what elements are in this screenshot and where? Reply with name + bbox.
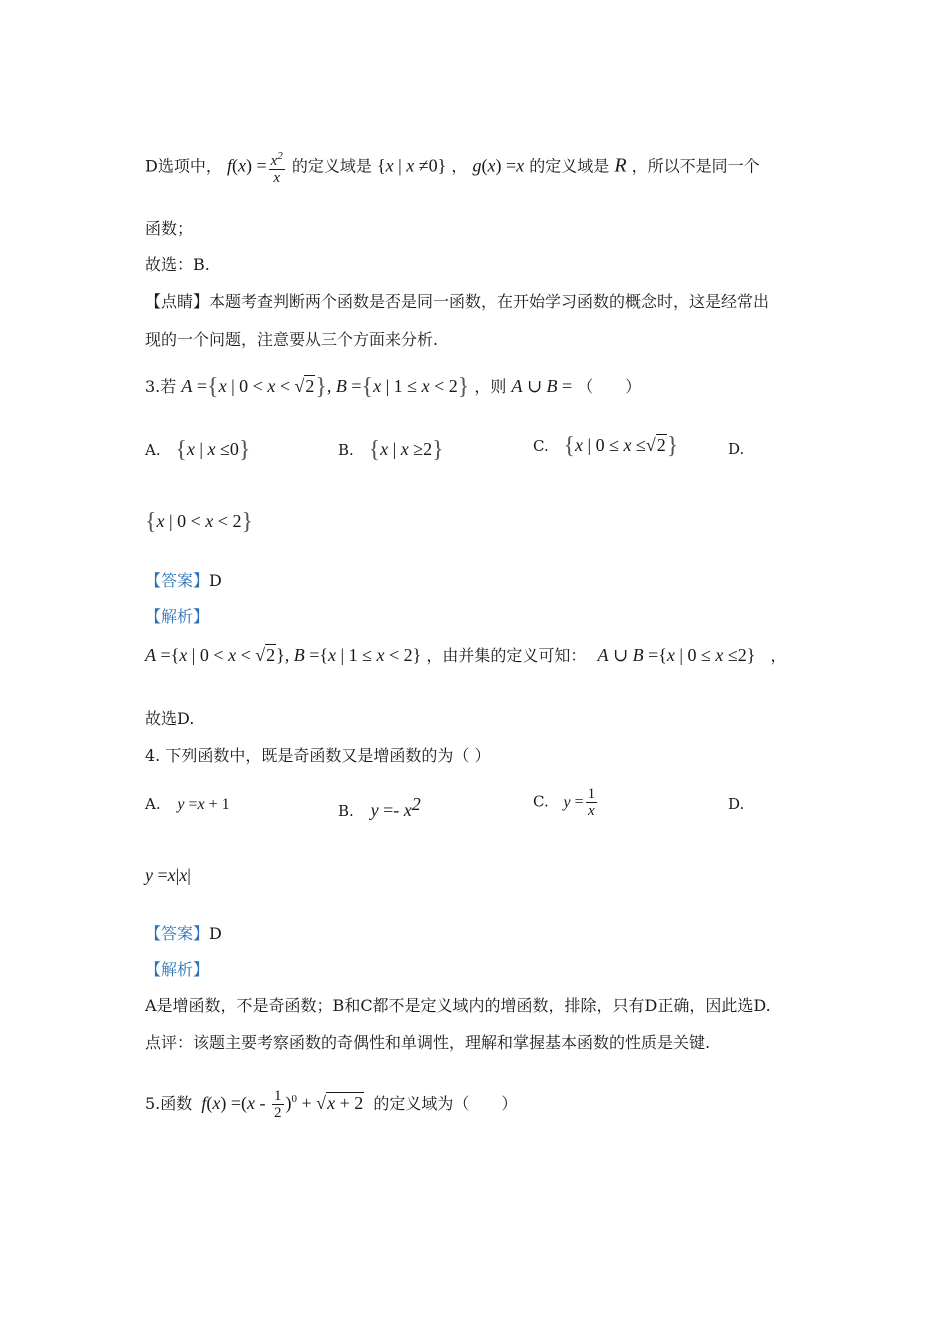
- question-4: 4. 下列函数中，既是奇函数又是增函数的为（ ）: [145, 746, 491, 765]
- analysis-tag-3: 【解析】: [145, 607, 210, 626]
- q4-option-d-label: D.: [728, 795, 745, 813]
- fraction-1-over-2: $\frac{1}{2}$: [274, 1088, 282, 1121]
- q3-option-d-content: {x | 0 < x < 2}: [145, 509, 253, 535]
- q4-option-c: C. y = $\frac{1}{x}$: [533, 786, 596, 819]
- answer-3: 【答案】D: [145, 571, 222, 590]
- question-3: 3.若 A ={x | 0 < x < √2}, B ={x | 1 ≤ x < 2} ，则 A ∪ B = （ ）: [145, 374, 642, 400]
- q3-option-d-label: D.: [728, 440, 745, 458]
- d-option-line: D选项中， f(x) = $\frac{x^2}{x}$ 的定义域是 {x | x ≠0} ， g(x) =x 的定义域是 R ，所以不是同一个: [145, 150, 760, 186]
- q4-option-a: A. y =x + 1: [145, 795, 230, 813]
- q3-option-b: B. {x | x ≥2}: [338, 437, 444, 463]
- answer-4: 【答案】D: [145, 924, 222, 943]
- analysis-3: A ={x | 0 < x < √2}, B ={x | 1 ≤ x < 2} ，由并集的定义可知： A ∪ B ={x | 0 ≤ x ≤2} ，: [145, 645, 787, 665]
- fraction-1-over-x: $\frac{1}{x}$: [587, 786, 596, 819]
- analysis-4-line-1: A是增函数，不是奇函数；B和C都不是定义域内的增函数，排除，只有D正确，因此选D.: [145, 996, 771, 1015]
- note-line-1: 【点睛】本题考查判断两个函数是否是同一函数，在开始学习函数的概念时，这是经常出: [145, 292, 770, 311]
- q3-option-c: C. {x | 0 ≤ x ≤√2}: [533, 433, 679, 459]
- formula-f: f: [226, 155, 232, 176]
- q3-option-a: A. {x | x ≤0}: [145, 437, 251, 463]
- question-5: 5.函数 f(x) =(x - $\frac{1}{2}$ )$^0$ + √x + 2 的定义域为（ ）: [145, 1088, 518, 1121]
- note-line-2: 现的一个问题，注意要从三个方面来分析.: [145, 330, 439, 349]
- analysis-4-line-2: 点评：该题主要考察函数的奇偶性和单调性，理解和掌握基本函数的性质是关键.: [145, 1033, 711, 1052]
- q4-option-b: B. $y =- x^2$: [338, 794, 421, 820]
- line-choose-b: 故选：B.: [145, 255, 210, 274]
- choose-d: 故选D.: [145, 709, 195, 728]
- q4-option-d-content: y =x|x|: [145, 865, 191, 885]
- line-function: 函数；: [145, 219, 194, 238]
- fraction-x2-over-x: $\frac{x^2}{x}$: [270, 150, 283, 186]
- analysis-tag-4: 【解析】: [145, 960, 210, 979]
